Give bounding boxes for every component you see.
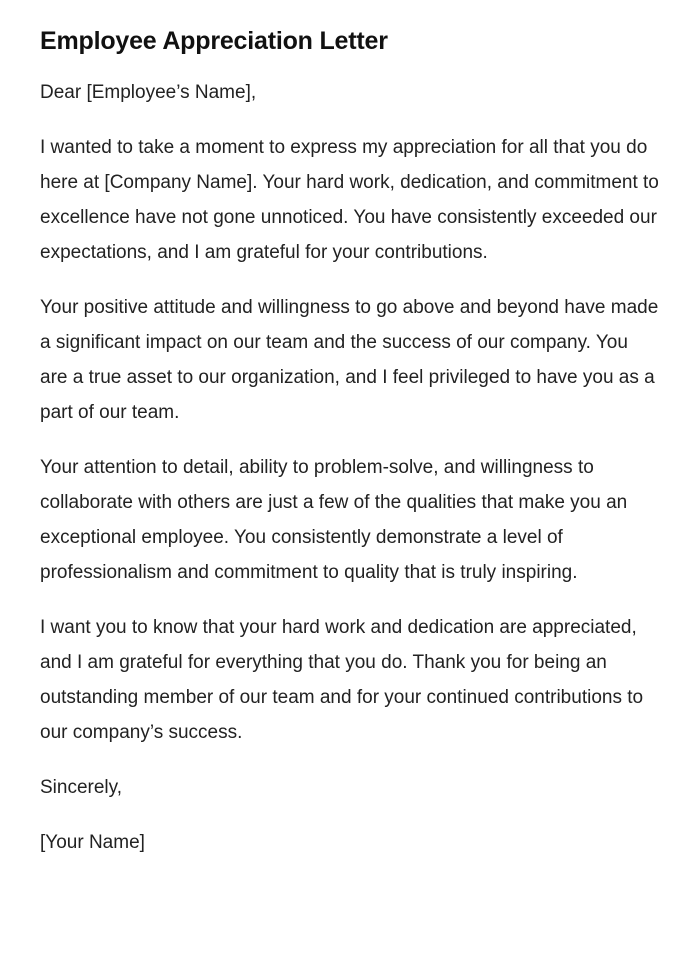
closing-line: Sincerely, [40,777,123,798]
body-paragraph-3: Your attention to detail, ability to problem-solve, and willingness to collaborate with others are just a few of the qualities that make you an exceptional employee. You consistently demonstrate a level of professionalism and commitment to quality that is truly inspiring. [40,457,628,583]
signature-placeholder: [Your Name] [40,832,145,853]
body-paragraph-2: Your positive attitude and willingness to go above and beyond have made a significant impact on our team and the success of our company. You are a true asset to our organization, and I feel privileged to have you as a part of our team. [40,297,659,423]
salutation: Dear [Employee’s Name], [40,82,257,103]
body-paragraph-4: I want you to know that your hard work and dedication are appreciated, and I am grateful for everything that you do. Thank you for being an outstanding member of our team and for your continued contributions to our company’s success. [40,617,644,743]
page-title: Employee Appreciation Letter [40,27,388,55]
body-paragraph-1: I wanted to take a moment to express my appreciation for all that you do here at [Company Name]. Your hard work, dedication, and commitment to excellence have not gone unnoticed. You have consistently exceeded our expectations, and I am grateful for your contributions. [40,137,659,263]
